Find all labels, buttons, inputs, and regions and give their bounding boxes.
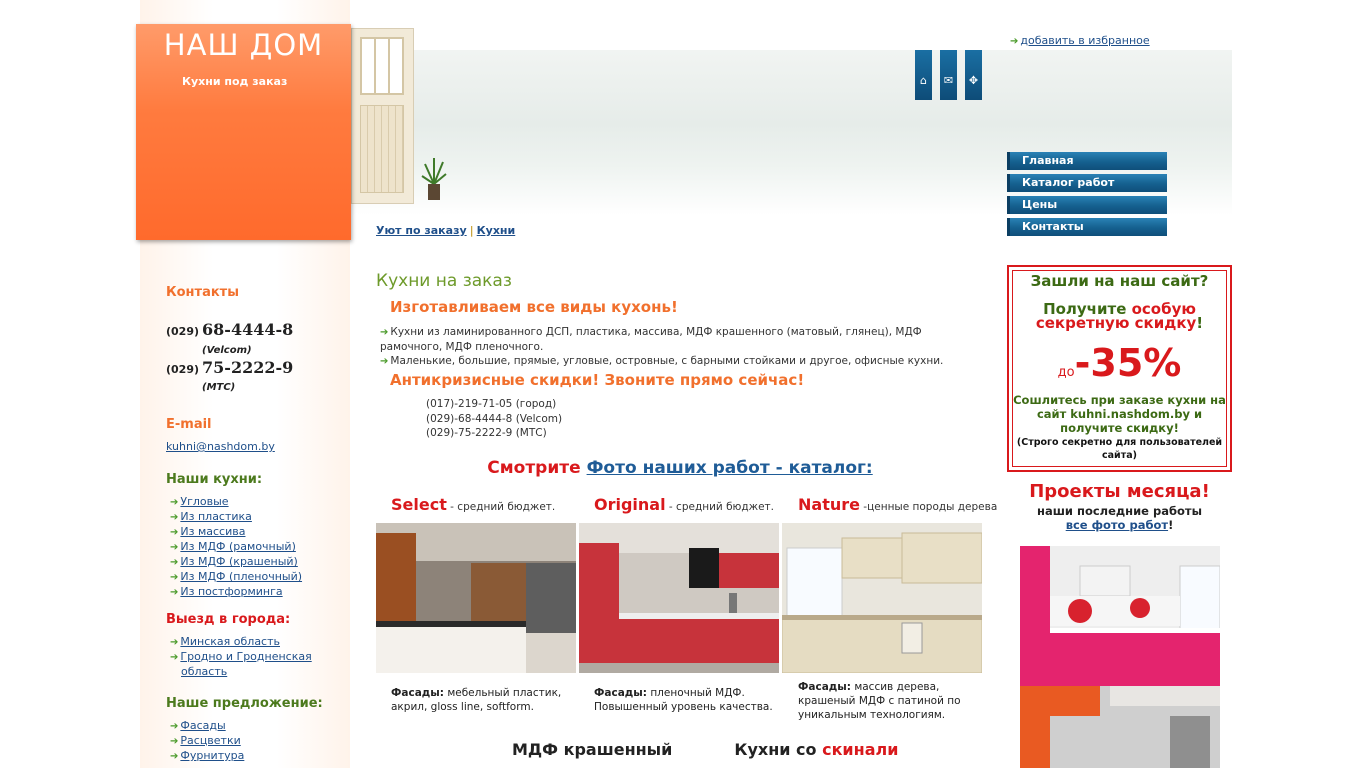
offer-link[interactable]: Расцветки <box>180 734 241 747</box>
kitchens-heading: Наши кухни: <box>166 472 263 487</box>
phone-entry: (029)-75-2222-9 (МТС) <box>426 427 547 439</box>
logo-box[interactable] <box>136 24 351 240</box>
column-name: Original <box>594 495 666 514</box>
breadcrumb <box>376 224 515 237</box>
promo-offer-a: Получите <box>1043 300 1132 318</box>
list-item <box>170 570 302 585</box>
mail-icon[interactable]: ✉ <box>940 50 957 100</box>
facade-label: Фасады: <box>798 681 851 693</box>
email-heading: E-mail <box>166 417 212 432</box>
bullets <box>380 325 984 369</box>
phone-entry: (017)-219-71-05 (город) <box>426 398 557 410</box>
facade-text: массив дерева, крашеный МДФ с патиной по уникальным технологиям. <box>798 681 961 721</box>
facade-label: Фасады: <box>594 687 647 699</box>
kitchen-link[interactable]: Из МДФ (крашеный) <box>180 555 298 568</box>
nav-item-prices[interactable]: Цены <box>1007 196 1167 214</box>
promo-note: (Строго секретно для пользователей сайта) <box>1016 437 1223 461</box>
breadcrumb-separator: | <box>469 224 474 237</box>
arrow-icon: ➔ <box>170 721 179 732</box>
phone-code: (029) <box>166 325 200 338</box>
bullet-item <box>380 325 984 354</box>
facade-label: Фасады: <box>391 687 444 699</box>
arrow-icon: ➔ <box>170 652 179 663</box>
cities-list <box>170 635 320 679</box>
column-original-desc <box>594 686 779 714</box>
project-photo-orange[interactable] <box>1020 686 1220 768</box>
phone-operator: (МТС) <box>202 382 236 393</box>
projects-sub-text: наши последние работы <box>1037 504 1202 518</box>
arrow-icon: ➔ <box>170 637 179 648</box>
arrow-icon: ➔ <box>380 327 389 338</box>
kitchen-link[interactable]: Угловые <box>180 495 229 508</box>
bottom-headings <box>512 740 898 759</box>
door-planks <box>360 105 404 193</box>
skinali-heading <box>734 740 898 759</box>
phone-operator: (Velcom) <box>202 345 252 356</box>
city-link[interactable]: Минская область <box>180 635 280 648</box>
column-nature-heading <box>798 495 997 514</box>
kitchen-photo-nature[interactable] <box>782 523 982 673</box>
arrow-icon: ➔ <box>170 572 179 583</box>
list-item <box>170 734 244 749</box>
sitemap-icon[interactable]: ✥ <box>965 50 982 100</box>
city-link[interactable]: Гродно и Гродненская область <box>180 650 312 678</box>
arrow-icon: ➔ <box>170 587 179 598</box>
column-budget: -ценные породы дерева <box>859 501 998 513</box>
cities-heading: Выезд в города: <box>166 612 291 627</box>
arrow-icon: ➔ <box>170 751 179 762</box>
arrow-icon: ➔ <box>170 736 179 747</box>
column-nature-desc <box>798 680 983 722</box>
column-name: Select <box>391 495 447 514</box>
arrow-icon: ➔ <box>170 557 179 568</box>
arrow-icon: ➔ <box>1010 36 1019 47</box>
project-photo-pink[interactable] <box>1020 546 1220 686</box>
promo-do: до <box>1057 365 1075 380</box>
door-image <box>351 28 414 204</box>
all-photos-link[interactable]: все фото работ <box>1065 518 1169 532</box>
column-budget: - средний бюджет. <box>665 501 775 513</box>
phone-entry: (029)-68-4444-8 (Velcom) <box>426 412 563 425</box>
projects-heading: Проекты месяца! <box>1029 481 1210 502</box>
kitchen-photo-select[interactable] <box>376 523 576 673</box>
phone-mts <box>166 358 293 377</box>
kitchen-link[interactable]: Из пластика <box>180 510 252 523</box>
add-favorite-link[interactable]: добавить в избранное <box>1020 34 1150 47</box>
promo-headline: Зашли на наш сайт? <box>1030 272 1209 290</box>
nav-item-catalog[interactable]: Каталог работ <box>1007 174 1167 192</box>
promo-offer-c: ! <box>1196 314 1204 332</box>
breadcrumb-item-kitchens[interactable]: Кухни <box>476 224 516 237</box>
facade-text: пленочный МДФ. Повышенный уровень качества. <box>594 687 773 713</box>
bullet-item <box>380 354 984 369</box>
bullet-text: Кухни из ламинированного ДСП, пластика, массива, МДФ крашенного (матовый, глянец), МДФ рамочного, МДФ пленочного. <box>380 326 922 353</box>
logo-subtitle: Кухни под заказ <box>182 75 288 88</box>
catalog-heading <box>376 458 984 478</box>
kitchen-link[interactable]: Из массива <box>180 525 246 538</box>
arrow-icon: ➔ <box>170 497 179 508</box>
subtitle-all-kinds: Изготавливаем все виды кухонь! <box>390 298 678 316</box>
kitchen-link[interactable]: Из МДФ (пленочный) <box>180 570 303 583</box>
list-item <box>170 585 302 600</box>
kitchen-link[interactable]: Из постформинга <box>180 585 283 598</box>
kitchen-link[interactable]: Из МДФ (рамочный) <box>180 540 296 553</box>
door-window <box>360 37 404 95</box>
projects-sub <box>1007 504 1232 532</box>
facade-text: мебельный пластик, акрил, gloss line, softform. <box>391 687 562 713</box>
nav-item-contacts[interactable]: Контакты <box>1007 218 1167 236</box>
promo-desc: Сошлитесь при заказе кухни на сайт kuhni.nashdom.by и получите скидку! <box>1013 393 1226 435</box>
offer-heading: Наше предложение: <box>166 696 323 711</box>
list-item <box>170 749 244 764</box>
add-favorite <box>1010 34 1150 47</box>
list-item <box>170 650 320 679</box>
promo-inner <box>1012 270 1227 467</box>
arrow-icon: ➔ <box>170 542 179 553</box>
contacts-heading: Контакты <box>166 285 239 300</box>
skinali-red: скинали <box>822 740 899 759</box>
promo-offer <box>1013 302 1226 330</box>
list-item <box>170 495 302 510</box>
arrow-icon: ➔ <box>170 512 179 523</box>
projects-link-line <box>1007 518 1232 532</box>
promo-percent-value: -35% <box>1074 341 1182 385</box>
promo-percent <box>1013 341 1226 385</box>
list-item <box>170 555 302 570</box>
email-link[interactable]: kuhni@nashdom.by <box>166 440 275 453</box>
promo-box <box>1007 265 1232 472</box>
column-select-heading <box>391 495 555 514</box>
column-budget: - средний бюджет. <box>446 501 556 513</box>
home-icon[interactable]: ⌂ <box>915 50 932 100</box>
subtitle-discounts: Антикризисные скидки! Звоните прямо сейчас! <box>390 371 805 389</box>
plant-image <box>419 154 449 202</box>
logo-title: НАШ ДОМ <box>163 28 324 62</box>
kitchens-list <box>170 495 302 600</box>
offer-link[interactable]: Фасады <box>180 719 226 732</box>
offer-link[interactable]: Фурнитура <box>180 749 245 762</box>
bullet-text: Маленькие, большие, прямые, угловые, островные, с барными стойками и другое, офисные кухни. <box>390 355 944 367</box>
phone-number: 75-2222-9 <box>202 358 294 377</box>
phone-velcom <box>166 320 293 339</box>
catalog-link[interactable]: Фото наших работ - каталог: <box>586 458 873 478</box>
list-item <box>170 719 244 734</box>
catalog-prefix: Смотрите <box>487 458 587 478</box>
nav-item-home[interactable]: Главная <box>1007 152 1167 170</box>
column-original-heading <box>594 495 774 514</box>
projects-link-suffix: ! <box>1168 518 1174 532</box>
list-item <box>170 525 302 540</box>
arrow-icon: ➔ <box>170 527 179 538</box>
phones-list <box>426 397 562 441</box>
kitchen-photo-original[interactable] <box>579 523 779 673</box>
phone-number: 68-4444-8 <box>202 320 294 339</box>
promo-offer-b: особую секретную скидку <box>1035 300 1197 332</box>
list-item <box>170 540 302 555</box>
skinali-prefix: Кухни со <box>734 740 823 759</box>
arrow-icon: ➔ <box>380 356 389 367</box>
mdf-painted-heading: МДФ крашенный <box>512 740 673 759</box>
phone-code: (029) <box>166 363 200 376</box>
main-nav <box>1007 152 1167 240</box>
list-item <box>170 635 320 650</box>
breadcrumb-item-home[interactable]: Уют по заказу <box>376 224 467 237</box>
column-name: Nature <box>798 495 860 514</box>
list-item <box>170 510 302 525</box>
offer-list <box>170 719 244 764</box>
page-title: Кухни на заказ <box>376 271 512 291</box>
column-select-desc <box>391 686 576 714</box>
